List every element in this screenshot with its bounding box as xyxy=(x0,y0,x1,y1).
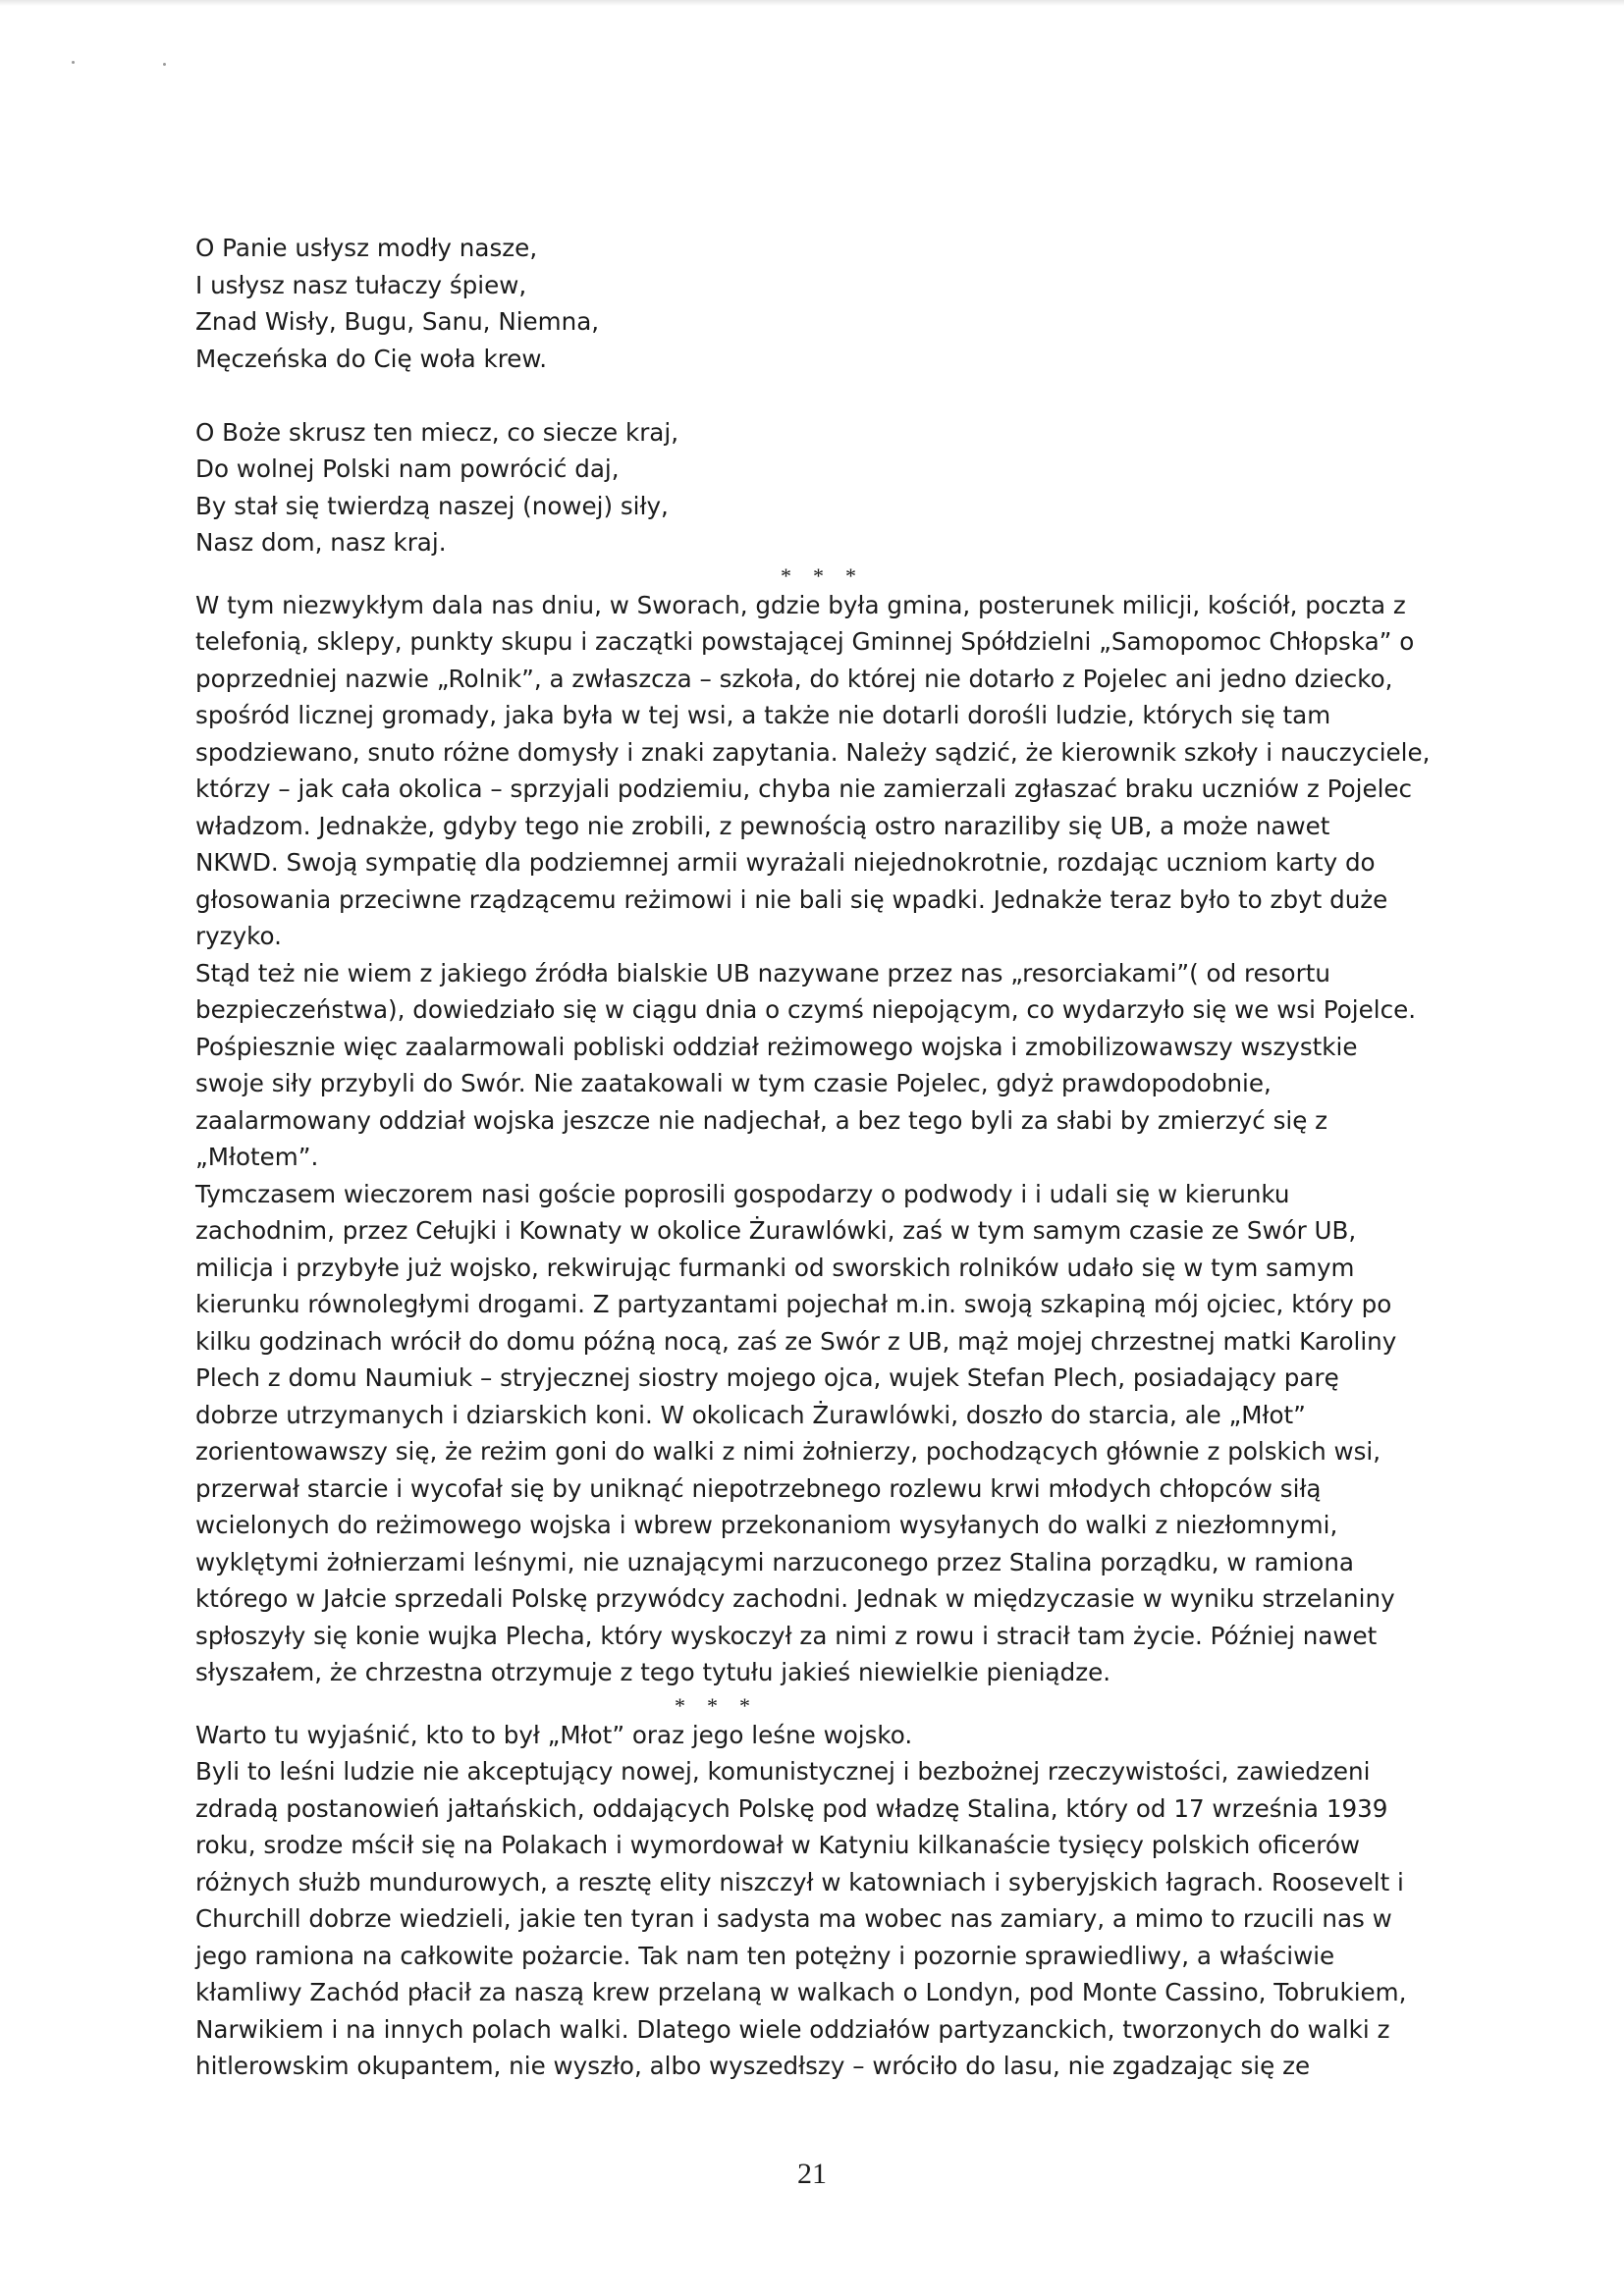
text-line: bezpieczeństwa), dowiedziało się w ciągu dnia o czymś niepojącym, co wydarzyło się we wsi Pojelce. xyxy=(195,995,1417,1024)
text-line: roku, srodze mścił się na Polakach i wymordował w Katyniu kilkanaście tysięcy polskich oficerów xyxy=(195,1831,1360,1859)
text-line: Narwikiem i na innych polach walki. Dlatego wiele oddziałów partyzanckich, tworzonych do walki z xyxy=(195,2014,1390,2044)
text-line: jego ramiona na całkowite pożarcie. Tak nam ten potężny i pozornie sprawiedliwy, a właściwie xyxy=(195,1941,1335,1970)
text-line: którego w Jałcie sprzedali Polskę przywódcy zachodni. Jednak w międzyczasie w wyniku strzelaniny xyxy=(195,1584,1395,1613)
text-line: Warto tu wyjaśnić, kto to był „Młot” oraz jego leśne wojsko. xyxy=(195,1720,913,1749)
scan-top-edge xyxy=(0,0,1624,6)
text-line: głosowania przeciwne rządzącemu reżimowi i nie bali się wpadki. Jednakże teraz było to zbyt duże xyxy=(195,884,1388,914)
text-line: zorientowawszy się, że reżim goni do walki z nimi żołnierzy, pochodzących głównie z polskich wsi, xyxy=(195,1437,1381,1466)
text-line: NKWD. Swoją sympatię dla podziemnej armii wyrażali niejednokrotnie, rozdając uczniom karty do xyxy=(195,848,1376,877)
scan-speck xyxy=(163,63,166,66)
text-line: wcielonych do reżimowego wojska i wbrew przekonaniom wysyłanych do walki z niezłomnymi, xyxy=(195,1511,1338,1539)
text-line: O Boże skrusz ten miecz, co siecze kraj, xyxy=(195,417,679,447)
text-line: milicja i przybyłe już wojsko, rekwirując furmanki od sworskich rolników udało się w tym samym xyxy=(195,1253,1355,1282)
text-line: By stał się twierdzą naszej (nowej) siły, xyxy=(195,491,669,520)
text-line: O Panie usłysz modły nasze, xyxy=(195,234,538,262)
text-line: Pośpiesznie więc zaalarmowali pobliski oddział reżimowego wojska i zmobilizowawszy wszystkie xyxy=(195,1032,1358,1061)
section-separator: * * * xyxy=(675,1692,750,1718)
text-line: kilku godzinach wrócił do domu późną nocą, zaś ze Swór z UB, mąż mojej chrzestnej matki Karoliny xyxy=(195,1326,1397,1356)
page-number: 21 xyxy=(797,2158,827,2190)
text-line: zaalarmowany oddział wojska jeszcze nie nadjechał, a bez tego byli za słabi by zmierzyć się z xyxy=(195,1105,1328,1135)
text-line: spodziewano, snuto różne domysły i znaki zapytania. Należy sądzić, że kierownik szkoły i nauczyciele, xyxy=(195,737,1431,767)
text-line: przerwał starcie i wycofał się by uniknąć niepotrzebnego rozlewu krwi młodych chłopców siłą xyxy=(195,1473,1322,1503)
text-line: kierunku równoległymi drogami. Z partyzantami pojechał m.in. swoją szkapiną mój ojciec, który po xyxy=(195,1290,1392,1318)
text-line: władzom. Jednakże, gdyby tego nie zrobili, z pewnością ostro naraziliby się UB, a może nawet xyxy=(195,811,1330,840)
text-line: którzy – jak cała okolica – sprzyjali podziemiu, chyba nie zamierzali zgłaszać braku uczniów z Pojelec xyxy=(195,774,1413,803)
text-line: zdradą postanowień jałtańskich, oddających Polskę pod władzę Stalina, który od 17 września 1939 xyxy=(195,1793,1388,1823)
text-line: „Młotem”. xyxy=(195,1143,319,1171)
text-line: Do wolnej Polski nam powrócić daj, xyxy=(195,454,620,483)
scan-speck xyxy=(72,61,75,64)
narrative-section-2 xyxy=(195,1717,1442,2085)
text-line: różnych służb mundurowych, a resztę elity niszczył w katowniach i syberyjskich łagrach. Roosevelt i xyxy=(195,1867,1404,1896)
text-line: dobrze utrzymanych i dziarskich koni. W okolicach Żurawlówki, doszło do starcia, ale „Młot” xyxy=(195,1400,1306,1429)
text-line: zachodnim, przez Cełujki i Kownaty w okolice Żurawlówki, zaś w tym samym czasie ze Swór UB, xyxy=(195,1216,1357,1245)
text-line: spłoszyły się konie wujka Plecha, który wyskoczył za nimi z rowu i stracił tam życie. Później nawet xyxy=(195,1621,1378,1650)
text-line: wyklętymi żołnierzami leśnymi, nie uznającymi narzuconego przez Stalina porządku, w ramiona xyxy=(195,1547,1354,1576)
text-line: ryzyko. xyxy=(195,922,282,950)
text-line: hitlerowskim okupantem, nie wyszło, albo wyszedłszy – wróciło do lasu, nie zgadzając się ze xyxy=(195,2052,1311,2080)
text-line: Byli to leśni ludzie nie akceptujący nowej, komunistycznej i bezbożnej rzeczywistości, zawiedzeni xyxy=(195,1757,1371,1786)
text-line: poprzedniej nazwie „Rolnik”, a zwłaszcza – szkoła, do której nie dotarło z Pojelec ani jedno dziecko, xyxy=(195,664,1393,693)
text-line: spośród licznej gromady, jaka była w tej wsi, a także nie dotarli dorośli ludzie, których się tam xyxy=(195,701,1331,729)
text-line: telefonią, sklepy, punkty skupu i zaczątki powstającej Gminnej Spółdzielni „Samopomoc Chłopska” o xyxy=(195,627,1415,656)
text-line: Nasz dom, nasz kraj. xyxy=(195,528,447,557)
narrative-section-1 xyxy=(195,587,1442,1691)
poem-stanzas xyxy=(195,230,1442,561)
text-line: swoje siły przybyli do Swór. Nie zaatakowali w tym czasie Pojelec, gdyż prawdopodobnie, xyxy=(195,1069,1272,1097)
text-line: Znad Wisły, Bugu, Sanu, Niemna, xyxy=(195,307,600,336)
text-line: Męczeńska do Cię woła krew. xyxy=(195,344,548,373)
document-page xyxy=(195,230,1442,2085)
text-line: Stąd też nie wiem z jakiego źródła bialskie UB nazywane przez nas „resorciakami”( od resortu xyxy=(195,958,1330,988)
text-line: W tym niezwykłym dala nas dniu, w Sworach, gdzie była gmina, posterunek milicji, kościół, poczta z xyxy=(195,590,1406,619)
blank-line xyxy=(195,377,1442,414)
text-line: Plech z domu Naumiuk – stryjecznej siostry mojego ojca, wujek Stefan Plech, posiadający parę xyxy=(195,1363,1339,1392)
text-line: I usłysz nasz tułaczy śpiew, xyxy=(195,270,527,299)
section-separator: * * * xyxy=(781,562,856,588)
text-line: słyszałem, że chrzestna otrzymuje z tego tytułu jakieś niewielkie pieniądze. xyxy=(195,1658,1111,1686)
text-line: kłamliwy Zachód płacił za naszą krew przelaną w walkach o Londyn, pod Monte Cassino, Tobrukiem, xyxy=(195,1978,1407,2006)
text-line: Churchill dobrze wiedzieli, jakie ten tyran i sadysta ma wobec nas zamiary, a mimo to rzucili nas w xyxy=(195,1904,1392,1933)
text-line: Tymczasem wieczorem nasi goście poprosili gospodarzy o podwody i i udali się w kierunku xyxy=(195,1179,1290,1208)
